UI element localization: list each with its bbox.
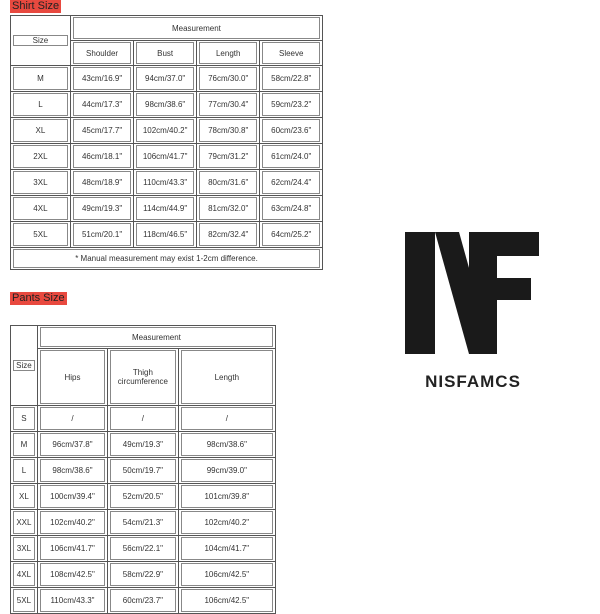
table-row bbox=[11, 222, 323, 248]
measurement-cell bbox=[178, 510, 275, 536]
measurement-cell-text: 106cm/42.5" bbox=[181, 563, 273, 586]
measurement-header-text: Measurement bbox=[40, 327, 273, 347]
size-cell-text: XL bbox=[13, 119, 68, 142]
measurement-cell bbox=[196, 222, 259, 248]
size-cell bbox=[11, 196, 71, 222]
shirt-size-table bbox=[10, 15, 323, 270]
column-header-text: Hips bbox=[40, 350, 105, 404]
size-cell-text: 4XL bbox=[13, 197, 68, 220]
pants-size-title: Pants Size bbox=[12, 292, 65, 304]
measurement-cell-text: 60cm/23.6" bbox=[262, 119, 320, 142]
table-row bbox=[11, 118, 323, 144]
measurement-cell bbox=[134, 66, 197, 92]
measurement-cell bbox=[196, 118, 259, 144]
measurement-cell-text: 106cm/41.7" bbox=[40, 537, 105, 560]
measurement-cell bbox=[178, 432, 275, 458]
size-cell-text: 5XL bbox=[13, 223, 68, 246]
table-row bbox=[11, 144, 323, 170]
shirt-size-title: Shirt Size bbox=[12, 0, 60, 12]
measurement-cell-text: 61cm/24.0" bbox=[262, 145, 320, 168]
measurement-cell bbox=[260, 92, 323, 118]
measurement-header bbox=[37, 326, 275, 349]
measurement-cell bbox=[134, 170, 197, 196]
measurement-cell bbox=[260, 196, 323, 222]
measurement-cell bbox=[37, 458, 107, 484]
measurement-cell bbox=[178, 562, 275, 588]
measurement-cell bbox=[260, 66, 323, 92]
measurement-cell bbox=[108, 588, 179, 614]
measurement-cell-text: 49cm/19.3" bbox=[73, 197, 131, 220]
measurement-header-text: Measurement bbox=[73, 17, 320, 39]
measurement-cell-text: 118cm/46.5" bbox=[136, 223, 194, 246]
size-cell bbox=[11, 170, 71, 196]
measurement-cell bbox=[178, 484, 275, 510]
column-header bbox=[37, 349, 107, 406]
measurement-cell-text: 102cm/40.2" bbox=[181, 511, 273, 534]
size-header bbox=[11, 326, 38, 406]
measurement-cell-text: 106cm/42.5" bbox=[181, 589, 273, 612]
column-header bbox=[260, 41, 323, 66]
logo-f-top-bar bbox=[497, 232, 539, 256]
size-cell bbox=[11, 66, 71, 92]
measurement-cell-text: 76cm/30.0" bbox=[199, 67, 257, 90]
measurement-cell-text: 98cm/38.6" bbox=[181, 433, 273, 456]
measurement-cell bbox=[37, 562, 107, 588]
size-header-text: Size bbox=[13, 360, 35, 371]
size-cell-text: L bbox=[13, 93, 68, 116]
measurement-cell-text: / bbox=[181, 407, 273, 430]
column-header bbox=[108, 349, 179, 406]
size-cell bbox=[11, 92, 71, 118]
size-cell bbox=[11, 222, 71, 248]
size-cell-text: M bbox=[13, 67, 68, 90]
measurement-cell bbox=[196, 92, 259, 118]
measurement-cell bbox=[260, 144, 323, 170]
column-header-text: Length bbox=[181, 350, 273, 404]
size-cell-text: 4XL bbox=[13, 563, 35, 586]
column-header-text: Thigh circumference bbox=[110, 350, 176, 404]
measurement-cell-text: 51cm/20.1" bbox=[73, 223, 131, 246]
column-header bbox=[134, 41, 197, 66]
measurement-cell-text: 60cm/23.7" bbox=[110, 589, 176, 612]
size-cell-text: 5XL bbox=[13, 589, 35, 612]
measurement-cell-text: 98cm/38.6" bbox=[136, 93, 194, 116]
column-header-text: Length bbox=[199, 42, 257, 64]
measurement-cell-text: 48cm/18.9" bbox=[73, 171, 131, 194]
measurement-cell bbox=[196, 196, 259, 222]
measurement-cell-text: 101cm/39.8" bbox=[181, 485, 273, 508]
measurement-cell bbox=[70, 170, 133, 196]
size-cell bbox=[11, 484, 38, 510]
table-row bbox=[11, 66, 323, 92]
table-row bbox=[11, 588, 276, 614]
measurement-cell bbox=[70, 118, 133, 144]
table-row bbox=[11, 458, 276, 484]
brand-logo bbox=[397, 228, 547, 388]
brand-name: NISFAMCS bbox=[425, 372, 521, 391]
measurement-cell bbox=[196, 170, 259, 196]
size-cell bbox=[11, 144, 71, 170]
size-cell-text: M bbox=[13, 433, 35, 456]
measurement-cell bbox=[134, 196, 197, 222]
column-header-text: Bust bbox=[136, 42, 194, 64]
size-cell bbox=[11, 510, 38, 536]
measurement-cell-text: 114cm/44.9" bbox=[136, 197, 194, 220]
measurement-cell-text: 43cm/16.9" bbox=[73, 67, 131, 90]
measurement-cell bbox=[108, 536, 179, 562]
size-cell-text: 3XL bbox=[13, 171, 68, 194]
measurement-cell-text: / bbox=[40, 407, 105, 430]
measurement-cell-text: 94cm/37.0" bbox=[136, 67, 194, 90]
measurement-cell bbox=[108, 484, 179, 510]
measurement-cell-text: 50cm/19.7" bbox=[110, 459, 176, 482]
measurement-cell-text: 52cm/20.5" bbox=[110, 485, 176, 508]
column-header bbox=[70, 41, 133, 66]
measurement-cell-text: 78cm/30.8" bbox=[199, 119, 257, 142]
measurement-cell bbox=[134, 92, 197, 118]
size-cell-text: XL bbox=[13, 485, 35, 508]
measurement-cell-text: 100cm/39.4" bbox=[40, 485, 105, 508]
measurement-cell-text: 77cm/30.4" bbox=[199, 93, 257, 116]
size-cell-text: 3XL bbox=[13, 537, 35, 560]
measurement-cell-text: 81cm/32.0" bbox=[199, 197, 257, 220]
logo-n-left-stem bbox=[405, 232, 435, 354]
measurement-cell bbox=[70, 66, 133, 92]
pants-size-table bbox=[10, 325, 276, 614]
size-cell bbox=[11, 588, 38, 614]
measurement-cell bbox=[37, 536, 107, 562]
note-row bbox=[11, 248, 323, 270]
table-row bbox=[11, 196, 323, 222]
measurement-cell bbox=[37, 588, 107, 614]
measurement-cell bbox=[37, 484, 107, 510]
size-cell-text: XXL bbox=[13, 511, 35, 534]
measurement-cell-text: 64cm/25.2" bbox=[262, 223, 320, 246]
header-row bbox=[11, 326, 276, 349]
measurement-cell-text: 80cm/31.6" bbox=[199, 171, 257, 194]
measurement-cell-text: 110cm/43.3" bbox=[136, 171, 194, 194]
measurement-cell-text: 79cm/31.2" bbox=[199, 145, 257, 168]
measurement-cell bbox=[196, 66, 259, 92]
measurement-cell-text: 56cm/22.1" bbox=[110, 537, 176, 560]
column-header-text: Shoulder bbox=[73, 42, 131, 64]
measurement-cell bbox=[70, 222, 133, 248]
measurement-cell-text: 98cm/38.6" bbox=[40, 459, 105, 482]
measurement-cell bbox=[134, 222, 197, 248]
measurement-cell-text: 46cm/18.1" bbox=[73, 145, 131, 168]
table-row bbox=[11, 562, 276, 588]
column-header-row bbox=[11, 349, 276, 406]
size-cell-text: 2XL bbox=[13, 145, 68, 168]
measurement-cell-text: 82cm/32.4" bbox=[199, 223, 257, 246]
measurement-cell-text: 58cm/22.8" bbox=[262, 67, 320, 90]
measurement-cell bbox=[260, 118, 323, 144]
measurement-cell-text: 106cm/41.7" bbox=[136, 145, 194, 168]
measurement-cell-text: 108cm/42.5" bbox=[40, 563, 105, 586]
size-cell bbox=[11, 562, 38, 588]
column-header bbox=[196, 41, 259, 66]
measurement-note bbox=[11, 248, 323, 270]
measurement-cell bbox=[108, 406, 179, 432]
size-header bbox=[11, 16, 71, 66]
size-cell bbox=[11, 458, 38, 484]
size-cell bbox=[11, 406, 38, 432]
measurement-cell bbox=[196, 144, 259, 170]
measurement-cell-text: 62cm/24.4" bbox=[262, 171, 320, 194]
measurement-cell-text: 59cm/23.2" bbox=[262, 93, 320, 116]
measurement-cell bbox=[108, 432, 179, 458]
measurement-cell-text: / bbox=[110, 407, 176, 430]
table-row bbox=[11, 406, 276, 432]
measurement-cell bbox=[37, 406, 107, 432]
measurement-cell-text: 99cm/39.0" bbox=[181, 459, 273, 482]
table-row bbox=[11, 536, 276, 562]
column-header-text: Sleeve bbox=[262, 42, 320, 64]
size-cell bbox=[11, 536, 38, 562]
measurement-header bbox=[70, 16, 322, 41]
measurement-cell-text: 110cm/43.3" bbox=[40, 589, 105, 612]
table-row bbox=[11, 432, 276, 458]
measurement-cell bbox=[108, 562, 179, 588]
logo-f-middle-bar bbox=[497, 278, 531, 300]
measurement-cell-text: 102cm/40.2" bbox=[136, 119, 194, 142]
measurement-cell bbox=[70, 144, 133, 170]
size-cell bbox=[11, 118, 71, 144]
table-row bbox=[11, 484, 276, 510]
measurement-cell bbox=[108, 510, 179, 536]
table-row bbox=[11, 170, 323, 196]
table-row bbox=[11, 510, 276, 536]
measurement-cell-text: 63cm/24.8" bbox=[262, 197, 320, 220]
size-cell bbox=[11, 432, 38, 458]
size-header-text: Size bbox=[13, 35, 68, 46]
measurement-cell-text: 96cm/37.8" bbox=[40, 433, 105, 456]
measurement-cell bbox=[178, 536, 275, 562]
measurement-cell-text: 54cm/21.3" bbox=[110, 511, 176, 534]
column-header bbox=[178, 349, 275, 406]
header-row bbox=[11, 16, 323, 41]
measurement-cell-text: 49cm/19.3" bbox=[110, 433, 176, 456]
measurement-cell bbox=[134, 118, 197, 144]
size-cell-text: S bbox=[13, 407, 35, 430]
measurement-cell-text: 44cm/17.3" bbox=[73, 93, 131, 116]
measurement-cell-text: 45cm/17.7" bbox=[73, 119, 131, 142]
measurement-cell bbox=[70, 92, 133, 118]
measurement-cell-text: 102cm/40.2" bbox=[40, 511, 105, 534]
measurement-cell bbox=[70, 196, 133, 222]
measurement-cell-text: 58cm/22.9" bbox=[110, 563, 176, 586]
measurement-cell bbox=[37, 510, 107, 536]
measurement-cell bbox=[178, 406, 275, 432]
measurement-cell-text: 104cm/41.7" bbox=[181, 537, 273, 560]
measurement-cell bbox=[260, 222, 323, 248]
logo-n-right-stem bbox=[469, 232, 497, 354]
size-cell-text: L bbox=[13, 459, 35, 482]
measurement-cell bbox=[260, 170, 323, 196]
measurement-note-text: * Manual measurement may exist 1-2cm difference. bbox=[13, 249, 320, 268]
measurement-cell bbox=[108, 458, 179, 484]
measurement-cell bbox=[134, 144, 197, 170]
measurement-cell bbox=[37, 432, 107, 458]
table-row bbox=[11, 92, 323, 118]
measurement-cell bbox=[178, 588, 275, 614]
measurement-cell bbox=[178, 458, 275, 484]
